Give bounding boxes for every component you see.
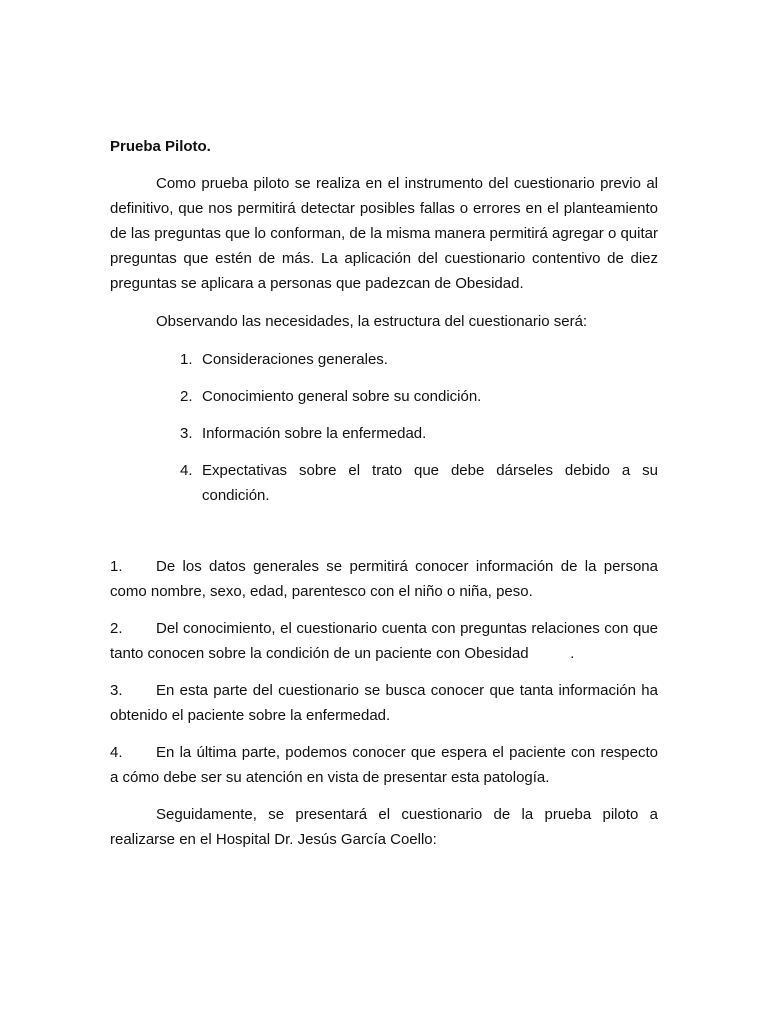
structure-item	[180, 458, 658, 508]
structure-item-text: Expectativas sobre el trato que debe dárseles debido a su condición.	[202, 462, 658, 504]
document-title: Prueba Piloto.	[110, 138, 211, 155]
explanation-item	[110, 678, 658, 728]
explanation-number: 2.	[110, 620, 123, 637]
structure-item	[180, 421, 658, 446]
explanation-text: En la última parte, podemos conocer que espera el paciente con respecto a cómo debe ser su atención en vista de presentar esta patología.	[110, 744, 658, 786]
intro-paragraph: Como prueba piloto se realiza en el instrumento del cuestionario previo al definitivo, que nos permitirá detectar posibles fallas o errores en el planteamiento de las preguntas que lo conforman, de la misma manera permitirá agregar o quitar preguntas que estén de más. La aplicación del cuestionario contentivo de diez preguntas se aplicara a personas que padezcan de Obesidad.	[110, 175, 658, 292]
closing-paragraph: Seguidamente, se presentará el cuestionario de la prueba piloto a realizarse en el Hospital Dr. Jesús García Coello:	[110, 806, 658, 848]
structure-item	[180, 347, 658, 372]
structure-item-text: Consideraciones generales.	[202, 351, 388, 368]
explanation-number: 1.	[110, 558, 123, 575]
explanation-text: De los datos generales se permitirá conocer información de la persona como nombre, sexo, edad, parentesco con el niño o niña, peso.	[110, 558, 658, 600]
structure-list	[110, 347, 658, 508]
structure-item-number: 3.	[180, 425, 193, 442]
structure-item-number: 1.	[180, 351, 193, 368]
explanation-item	[110, 554, 658, 604]
explanation-number: 4.	[110, 744, 123, 761]
explanation-number: 3.	[110, 682, 123, 699]
explanation-item	[110, 740, 658, 790]
explanation-text: Del conocimiento, el cuestionario cuenta con preguntas relaciones con que tanto conocen sobre la condición de un paciente con Obesidad .	[110, 620, 663, 662]
explanation-item	[110, 616, 663, 666]
structure-item	[180, 384, 658, 409]
structure-intro: Observando las necesidades, la estructura del cuestionario será:	[156, 313, 588, 330]
structure-item-number: 4.	[180, 462, 193, 479]
structure-item-text: Conocimiento general sobre su condición.	[202, 388, 482, 405]
document-page	[110, 134, 663, 852]
structure-item-number: 2.	[180, 388, 193, 405]
structure-item-text: Información sobre la enfermedad.	[202, 425, 427, 442]
section-spacer	[110, 520, 658, 554]
explanation-text: En esta parte del cuestionario se busca conocer que tanta información ha obtenido el paciente sobre la enfermedad.	[110, 682, 658, 724]
